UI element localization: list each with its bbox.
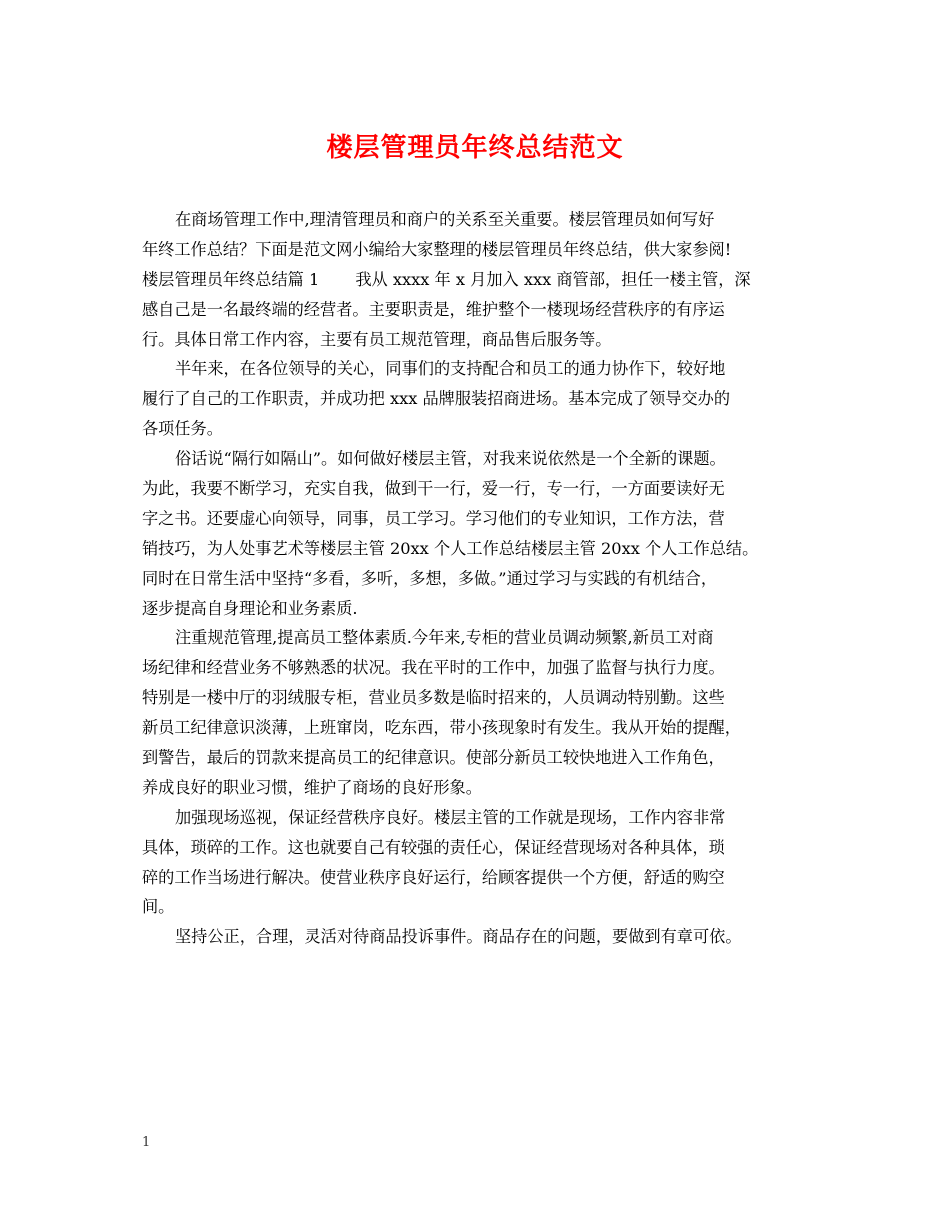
- body-line: 字之书。还要虚心向领导，同事，员工学习。学习他们的专业知识，工作方法，营: [142, 508, 725, 528]
- body-line: 为此，我要不断学习，充实自我，做到干一行，爱一行，专一行，一方面要读好无: [142, 479, 725, 499]
- body-line: 履行了自己的工作职责，并成功把 xxx 品牌服装招商进场。基本完成了领导交办的: [142, 389, 731, 409]
- body-line: 特别是一楼中厅的羽绒服专柜，营业员多数是临时招来的，人员调动特别勤。这些: [142, 688, 725, 708]
- body-line: 半年来，在各位领导的关心，同事们的支持配合和员工的通力协作下，较好地: [175, 359, 726, 379]
- body-line: 楼层管理员年终总结篇 1 我从 xxxx 年 x 月加入 xxx 商管部，担任一楼主管，深: [142, 269, 751, 289]
- body-line: 俗话说“隔行如隔山”。如何做好楼层主管，对我来说依然是一个全新的课题。: [175, 449, 726, 469]
- body-line: 行。具体日常工作内容，主要有员工规范管理，商品售后服务等。: [142, 329, 612, 349]
- body-line: 年终工作总结？下面是范文网小编给大家整理的楼层管理员年终总结，供大家参阅!: [142, 239, 732, 259]
- body-line: 间。: [142, 897, 175, 917]
- document-body: [142, 205, 822, 952]
- body-line: 新员工纪律意识淡薄，上班窜岗，吃东西，带小孩现象时有发生。我从开始的提醒，: [142, 718, 741, 738]
- body-line: 各项任务。: [142, 419, 223, 439]
- body-line: 感自己是一名最终端的经营者。主要职责是，维护整个一楼现场经营秩序的有序运: [142, 299, 725, 319]
- body-line: 坚持公正，合理，灵活对待商品投诉事件。商品存在的问题，要做到有章可依。: [175, 927, 742, 947]
- body-line: 逐步提高自身理论和业务素质.: [142, 598, 358, 618]
- body-line: 养成良好的职业习惯，维护了商场的良好形象。: [142, 777, 482, 797]
- body-line: 碎的工作当场进行解决。使营业秩序良好运行，给顾客提供一个方便，舒适的购空: [142, 867, 725, 887]
- document-title: 楼层管理员年终总结范文: [326, 133, 624, 163]
- body-line: 场纪律和经营业务不够熟悉的状况。我在平时的工作中，加强了监督与执行力度。: [142, 658, 725, 678]
- body-line: 具体，琐碎的工作。这也就要自己有较强的责任心，保证经营现场对各种具体，琐: [142, 837, 725, 857]
- body-line: 注重规范管理,提高员工整体素质.今年来,专柜的营业员调动频繁,新员工对商: [175, 628, 714, 648]
- body-line: 同时在日常生活中坚持“多看，多听，多想，多做。”通过学习与实践的有机结合，: [142, 568, 718, 588]
- body-line: 到警告，最后的罚款来提高员工的纪律意识。使部分新员工较快地进入工作角色，: [142, 748, 725, 768]
- body-line: 销技巧，为人处事艺术等楼层主管 20xx 个人工作总结楼层主管 20xx 个人工作总结。: [142, 538, 759, 558]
- body-line: 加强现场巡视，保证经营秩序良好。楼层主管的工作就是现场，工作内容非常: [175, 807, 726, 827]
- body-line: 在商场管理工作中,理清管理员和商户的关系至关重要。楼层管理员如何写好: [175, 210, 715, 229]
- page-number: 1: [142, 1135, 151, 1150]
